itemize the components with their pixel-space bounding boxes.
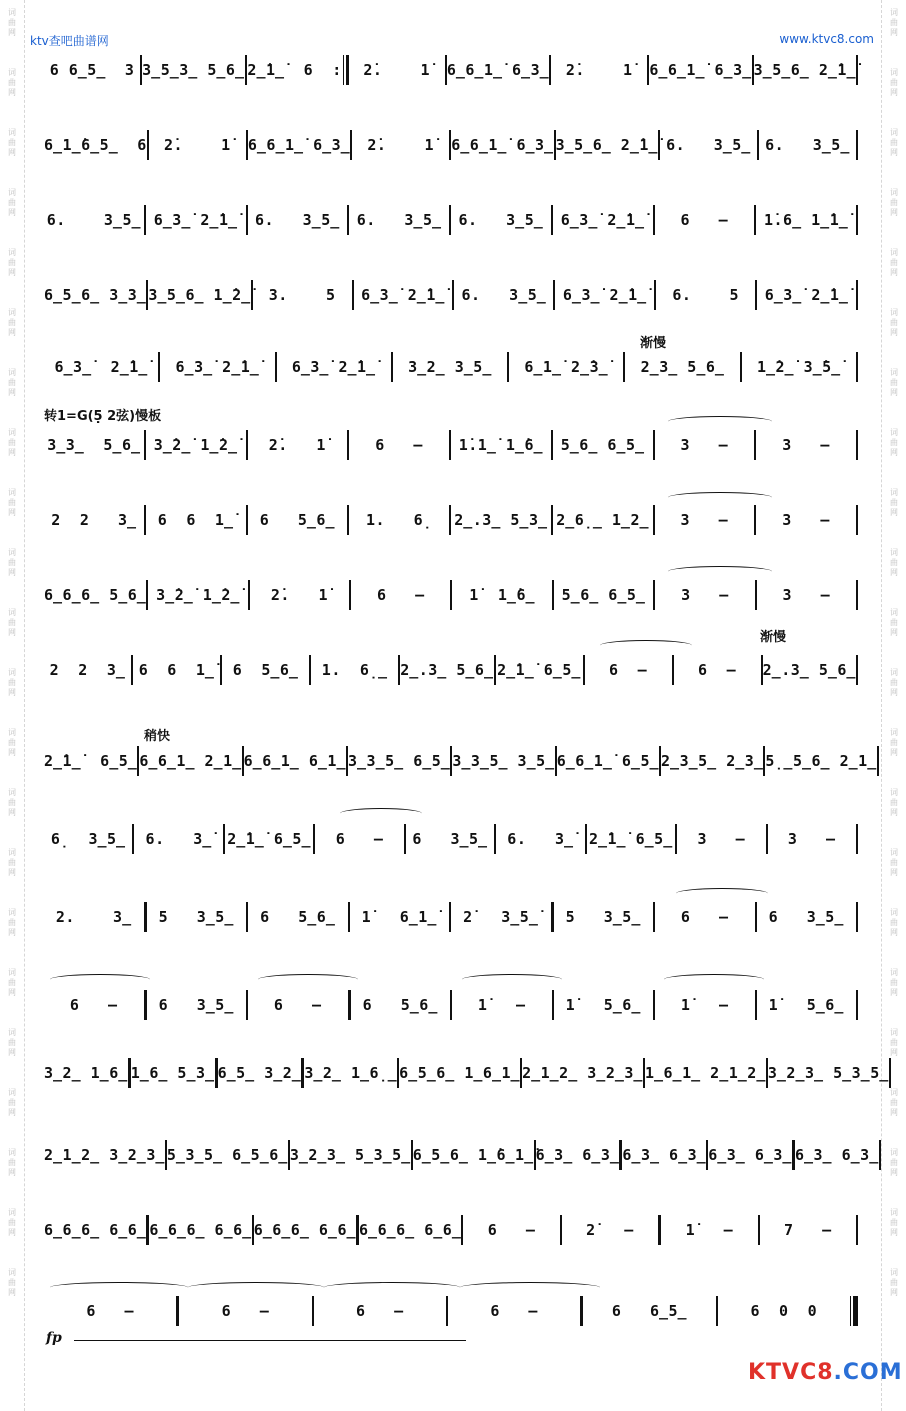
watermark-text: 词 曲 网: [8, 248, 16, 277]
watermark-text: 词 曲 网: [8, 308, 16, 337]
measure: 6 –: [490, 1302, 538, 1320]
measure: 6. 3̲̇: [507, 830, 574, 848]
measure: 6̲1̲̇6̲5̲ 6: [44, 136, 147, 154]
watermark-text: 词 曲 网: [8, 1208, 16, 1237]
watermark-text: 词 曲 网: [890, 308, 898, 337]
measure: 2̇. 1̇: [164, 136, 231, 154]
measure: 6̲6̲1̲̇ 6̲3̲: [649, 61, 752, 79]
measure: 6 –: [698, 661, 737, 679]
watermark-text: 词 曲 网: [8, 548, 16, 577]
measure: 6 6̲5̲: [611, 1302, 688, 1320]
measure: 3̲3̲5̲ 6̲5̲: [348, 752, 451, 770]
measure: 6. 3̲̇: [145, 830, 212, 848]
watermark-text: 词 曲 网: [890, 908, 898, 937]
measure: 5̲6̲ 6̲5̲: [560, 436, 645, 454]
watermark-text: 词 曲 网: [8, 1028, 16, 1057]
watermark-text: 词 曲 网: [8, 968, 16, 997]
measure: 1̇ 5̲6̲: [565, 996, 641, 1014]
measure: 6̲3̲̇ 2̲̇1̲̇: [153, 211, 238, 229]
tempo-marking-slower-2: 渐慢: [760, 630, 787, 645]
measure: 3̲2̲3̲ 5̲3̲5̲: [767, 1064, 889, 1082]
watermark-text: 词 曲 网: [890, 1268, 898, 1297]
measure: 6. 3̲5̲: [46, 211, 142, 229]
watermark-text: 词 曲 网: [8, 848, 16, 877]
measure: 6 6 1̲̇: [157, 511, 234, 529]
watermark-text: 词 曲 网: [8, 1268, 16, 1297]
measure: 3̲2̲ 3̲5̲: [408, 358, 492, 376]
watermark-text: 词 曲 网: [890, 608, 898, 637]
measure: 6 –: [221, 1302, 270, 1320]
watermark-text: 词 曲 网: [8, 8, 16, 37]
measure: 2̲̇1̲̇ 6̲5̲: [227, 830, 311, 848]
tie-slur: [460, 1282, 600, 1293]
barline: [889, 1058, 891, 1088]
score-line: [44, 205, 858, 235]
measure: 6 –: [86, 1302, 134, 1320]
tie-slur: [668, 566, 772, 577]
measure: 6 –: [487, 1221, 536, 1239]
measure: 3̲5̲6̲ 2̲̇1̲̇: [753, 61, 856, 79]
watermark-text: 词 曲 网: [8, 188, 16, 217]
measure: 5̣̲5̲6̲ 2̲1̲: [765, 752, 877, 770]
score-line: [44, 580, 858, 610]
watermark-text: 词 曲 网: [8, 488, 16, 517]
measure: 1. 6̣̲: [321, 661, 388, 679]
measure: 6 6 1̲̇: [138, 661, 215, 679]
key-change-marking: 转1=G(5̣ 2弦)慢板: [44, 409, 162, 424]
tie-slur: [340, 808, 422, 819]
watermark-text: 词 曲 网: [890, 1028, 898, 1057]
measure: 2̲̇1̲̇ 6̲5̲: [44, 752, 138, 770]
measure: 6 0 0: [750, 1302, 818, 1320]
watermark-text: 词 曲 网: [8, 128, 16, 157]
tie-slur: [600, 640, 692, 651]
watermark-text: 词 曲 网: [8, 68, 16, 97]
measure: 3̲5̲6̲ 2̲̇1̲̇: [555, 136, 658, 154]
watermark-text: 词 曲 网: [8, 368, 16, 397]
measure: 6. 3̲5̲: [458, 211, 544, 229]
measure: 6 5̲6̲: [259, 511, 335, 529]
measure: 6̲3̲̇ 2̲̇1̲̇: [54, 358, 148, 376]
measure: 5̲6̲ 6̲5̲: [561, 586, 646, 604]
barline: [856, 1215, 858, 1245]
barline: [856, 1296, 858, 1326]
measure: 2̇. 1̇: [565, 61, 633, 79]
score-line: [44, 280, 858, 310]
measure: 3̲2̲ 1̲6̲: [44, 1064, 128, 1082]
measure: 2̇. 1̇: [363, 61, 431, 79]
measure: 3̲2̲3̲ 5̲3̲5̲: [289, 1146, 411, 1164]
measure: 6 –: [609, 661, 648, 679]
watermark-text: 词 曲 网: [8, 428, 16, 457]
measure: 6̲6̲1̲ 6̲1̲: [243, 752, 346, 770]
measure: 6̲6̲6̲ 6̲6̲: [44, 1221, 147, 1239]
measure: 7 –: [783, 1221, 832, 1239]
measure: 6̲3̲ 6̲3̲: [794, 1146, 879, 1164]
measure: 6̲6̲1̲̇ 6̲3̲: [451, 136, 554, 154]
score-line: [44, 902, 858, 932]
watermark-text: 词 曲 网: [890, 1208, 898, 1237]
watermark-text: 词 曲 网: [890, 248, 898, 277]
watermark-text: 词 曲 网: [890, 368, 898, 397]
measure: 6̲3̲̇ 2̲̇1̲̇: [560, 211, 645, 229]
measure: 2̲.3̲ 5̲6̲: [400, 661, 494, 679]
measure: 2̇ –: [586, 1221, 634, 1239]
measure: 1̇ –: [680, 996, 729, 1014]
measure: 2̲1̲2̲ 3̲2̲3̲: [44, 1146, 165, 1164]
measure: 1̲6̲1̲ 2̲1̲2̲: [644, 1064, 766, 1082]
barline: [856, 505, 858, 535]
barline: [856, 990, 858, 1020]
measure: 3̲3̲ 5̲6̲: [47, 436, 141, 454]
watermark-text: 词 曲 网: [890, 788, 898, 817]
barline: [877, 746, 879, 776]
tie-slur: [668, 416, 772, 427]
watermark-text: 词 曲 网: [8, 908, 16, 937]
measure: 6 –: [273, 996, 322, 1014]
score-line: [44, 824, 858, 854]
watermark-text: 词 曲 网: [890, 8, 898, 37]
watermark-text: 词 曲 网: [890, 548, 898, 577]
measure: 6 –: [680, 908, 729, 926]
barline: [856, 655, 858, 685]
measure: 6̲6̲1̲ 2̲1̲: [139, 752, 242, 770]
barline: [856, 352, 858, 382]
tie-slur: [258, 974, 358, 985]
barline: [856, 205, 858, 235]
watermark-text: 词 曲 网: [890, 968, 898, 997]
measure: 6̲3̲̇ 2̲̇1̲̇: [361, 286, 445, 304]
measure: 2̲̇1̲̇ 6̲5̲: [497, 661, 581, 679]
logo-part-com: .COM: [833, 1360, 903, 1385]
measure: 2̇ 3̲5̲̇: [463, 908, 539, 926]
left-watermark-strip: [0, 0, 25, 1411]
watermark-text: 词 曲 网: [890, 188, 898, 217]
measure: 2̲3̲5̲ 2̲3̲: [661, 752, 764, 770]
score-line: [44, 1058, 889, 1088]
measure: 2̲6̣̲ 1̲2̲: [556, 511, 650, 529]
watermark-text: 词 曲 网: [8, 1148, 16, 1177]
measure: 6̲5̲6̲ 1̲6̲1̲: [399, 1064, 521, 1082]
tie-slur: [664, 974, 764, 985]
measure: 6 3̲5̲: [158, 996, 234, 1014]
measure: 2̇. 1̇: [270, 586, 328, 604]
measure: 3 –: [782, 436, 830, 454]
measure: 6 –: [680, 211, 729, 229]
measure: 3 –: [782, 511, 830, 529]
measure: 1̇ 1̲̇6̲: [469, 586, 536, 604]
barline: [856, 130, 858, 160]
score-line: [44, 1140, 879, 1170]
watermark-text: 词 曲 网: [8, 788, 16, 817]
measure: 6 5̲6̲: [232, 661, 299, 679]
measure: 6̲1̲̇ 2̲̇3̲̇: [524, 358, 609, 376]
score-line: [44, 55, 858, 85]
measure: 6̲3̲̇ 2̲̇1̲̇: [562, 286, 647, 304]
measure: 2̲3̲ 5̲6̲: [640, 358, 725, 376]
tempo-marking-faster: 稍快: [144, 729, 171, 744]
measure: 6 –: [375, 436, 423, 454]
measure: 5 3̲5̲: [158, 908, 234, 926]
measure: 3̲2̲ 1̲6̣̲: [304, 1064, 398, 1082]
score-line: [44, 990, 858, 1020]
measure: 6 –: [335, 830, 384, 848]
measure: 2 2 3̲: [51, 511, 137, 529]
barline: [879, 1140, 881, 1170]
measure: 6̲5̲ 3̲2̲: [217, 1064, 302, 1082]
measure: 1̇ 5̲6̲: [768, 996, 844, 1014]
watermark-text: 词 曲 网: [890, 848, 898, 877]
measure: 2̲1̲2̲ 3̲2̲3̲: [522, 1064, 643, 1082]
tie-slur: [50, 1282, 188, 1293]
measure: 6̲3̲̇ 2̲̇1̲̇: [764, 286, 849, 304]
watermark-text: 词 曲 网: [890, 1088, 898, 1117]
score-line: [44, 430, 858, 460]
right-watermark-strip: [881, 0, 906, 1411]
watermark-text: 词 曲 网: [8, 668, 16, 697]
measure: 2̲.3̲ 5̲3̲: [454, 511, 548, 529]
measure: 2̲.3̲ 5̲6̲: [762, 661, 856, 679]
measure: 6 5̲6̲: [362, 996, 438, 1014]
measure: 6̲6̲1̲̇ 6̲3̲: [446, 61, 550, 79]
watermark-text: 词 曲 网: [890, 128, 898, 157]
measure: 6̣ 3̲5̲: [50, 830, 126, 848]
measure: 3̲3̲5̲ 3̲5̲: [452, 752, 555, 770]
site-name-left[interactable]: ktv查吧曲谱网: [30, 34, 109, 48]
measure: 3 –: [680, 436, 729, 454]
measure: 2̲̇1̲̇ 6 :: [247, 61, 342, 79]
measure: 6 6̲5̲ 3: [49, 61, 135, 79]
measure: 6̲3̲̇ 2̲̇1̲̇: [291, 358, 376, 376]
measure: 6̲3̲ 6̲3̲: [535, 1146, 620, 1164]
watermark-text: 词 曲 网: [890, 488, 898, 517]
watermark-text: 词 曲 网: [890, 68, 898, 97]
watermark-text: 词 曲 网: [890, 1148, 898, 1177]
score-line: [44, 746, 877, 776]
watermark-text: 词 曲 网: [8, 728, 16, 757]
measure: 6̲3̲ 6̲3̲: [708, 1146, 792, 1164]
measure: 6̲5̲6̲ 3̲3̲: [44, 286, 147, 304]
measure: 3 –: [680, 511, 729, 529]
measure: 6. 3̲5̲: [461, 286, 547, 304]
measure: 3̲̇2̲̇ 1̲̇2̲̇: [156, 586, 240, 604]
measure: 2̇. 1̇: [268, 436, 326, 454]
measure: 6̲6̲1̲̇ 6̲3̲: [247, 136, 351, 154]
measure: 5̲3̲5̲ 6̲5̲6̲: [166, 1146, 288, 1164]
score-line: [44, 352, 858, 382]
tie-slur: [462, 974, 562, 985]
logo-part-ktvc8: KTVC8: [748, 1360, 834, 1385]
score-line: [44, 655, 858, 685]
tie-slur: [50, 974, 150, 985]
barline: [856, 824, 858, 854]
tempo-marking-slower: 渐慢: [640, 336, 667, 351]
tie-slur: [188, 1282, 324, 1293]
measure: 3 –: [681, 586, 729, 604]
score-line: [44, 1296, 858, 1326]
measure: 6. 3̲5̲: [765, 136, 850, 154]
measure: 6. 3̲5̲: [254, 211, 340, 229]
watermark-text: 词 曲 网: [8, 608, 16, 637]
measure: 6 –: [355, 1302, 404, 1320]
diminuendo-line: [74, 1340, 466, 1341]
measure: 6̲5̲6̲ 1̲̇6̲1̲̇: [412, 1146, 534, 1164]
watermark-text: 词 曲 网: [8, 1088, 16, 1117]
watermark-text: 词 曲 网: [890, 428, 898, 457]
measure: 1̲̇2̲̇ 3̲̇5̲̇: [756, 358, 841, 376]
measure: 6̲6̲6̲ 6̲6̲: [149, 1221, 252, 1239]
tie-slur: [324, 1282, 460, 1293]
barline: [856, 902, 858, 932]
measure: 2. 3̲: [55, 908, 132, 926]
measure: 1̇ –: [685, 1221, 734, 1239]
measure: 6̲3̲ 6̲3̲: [622, 1146, 707, 1164]
measure: 5 3̲5̲: [565, 908, 641, 926]
measure: 6 3̲5̲: [412, 830, 488, 848]
tie-slur: [668, 492, 772, 503]
measure: 6̲3̲̇ 2̲̇1̲̇: [175, 358, 260, 376]
measure: 6̲6̲6̲ 6̲6̲: [359, 1221, 462, 1239]
barline: [856, 280, 858, 310]
measure: 6 –: [376, 586, 425, 604]
score-line: [44, 130, 858, 160]
measure: 3 –: [697, 830, 746, 848]
measure: 6̲6̲6̲ 5̲6̲: [44, 586, 147, 604]
ktvc8-logo[interactable]: [748, 1360, 903, 1385]
measure: 1. 6̣: [366, 511, 433, 529]
dynamic-fp: fp: [46, 1330, 62, 1346]
barline: [856, 430, 858, 460]
watermark-text: 词 曲 网: [890, 668, 898, 697]
measure: 1̇.6̲ 1̲̇1̲̇: [763, 211, 849, 229]
measure: 3̲5̲3̲ 5̲6̲: [142, 61, 245, 79]
measure: 6. 5: [672, 286, 740, 304]
barline: [856, 55, 858, 85]
measure: 1̲6̲ 5̲3̲: [130, 1064, 215, 1082]
watermark-text: 词 曲 网: [890, 728, 898, 757]
score-line: [44, 505, 858, 535]
site-url-right[interactable]: www.ktvc8.com: [779, 32, 874, 46]
measure: 1̇ –: [477, 996, 526, 1014]
measure: 2 2 3̲: [49, 661, 126, 679]
measure: 6. 3̲5̲: [356, 211, 442, 229]
score-line: [44, 1215, 858, 1245]
measure: 6. 3̲5̲: [666, 136, 751, 154]
measure: 1̇ 6̲1̲̇: [361, 908, 437, 926]
measure: 6̲6̲6̲ 6̲6̲: [253, 1221, 357, 1239]
barline: [856, 580, 858, 610]
tie-slur: [676, 888, 768, 899]
measure: 3 –: [782, 586, 831, 604]
measure: 6 –: [69, 996, 118, 1014]
measure: 2̲̇1̲̇ 6̲5̲: [588, 830, 673, 848]
measure: 3̲̇2̲̇ 1̲̇2̲̇: [153, 436, 238, 454]
measure: 6̲6̲1̲̇ 6̲5̲: [556, 752, 660, 770]
measure: 6 3̲5̲: [768, 908, 844, 926]
measure: 2̇. 1̇: [367, 136, 435, 154]
measure: 3 –: [787, 830, 836, 848]
measure: 3̲5̲6̲ 1̲̇2̲̇: [148, 286, 251, 304]
measure: 1̇.1̲̇ 1̲̇6̲: [458, 436, 544, 454]
measure: 3. 5: [268, 286, 336, 304]
measure: 6 5̲6̲: [260, 908, 336, 926]
